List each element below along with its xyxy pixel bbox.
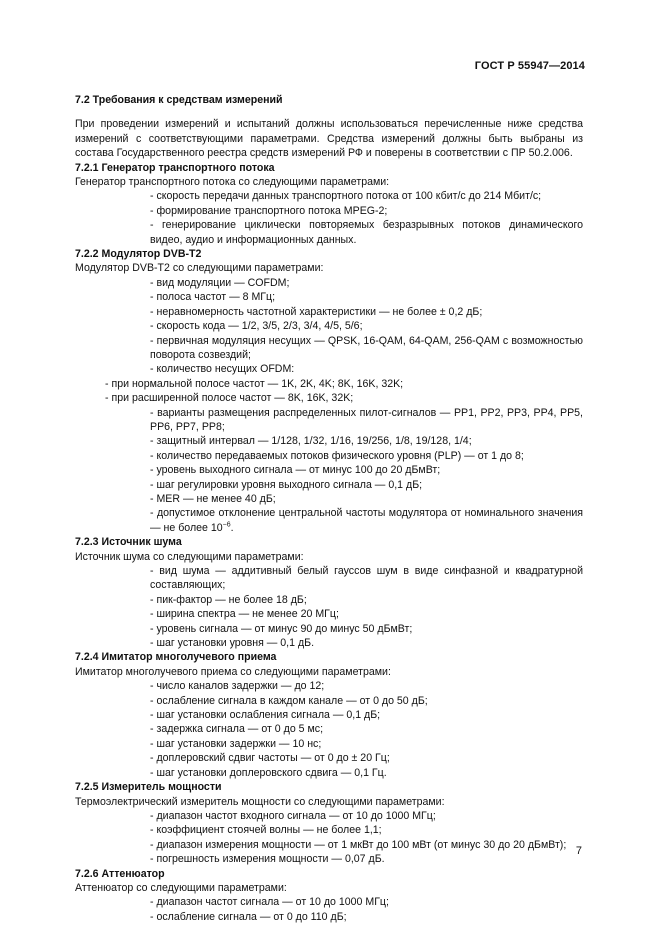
document-body (75, 93, 583, 924)
section-lead-7-2-6: Аттенюатор со следующими параметрами: (75, 881, 287, 894)
list-item: - шаг установки доплеровского сдвига — 0,1 Гц. (150, 766, 387, 779)
list-item: - количество передаваемых потоков физического уровня (PLP) — от 1 до 8; (150, 449, 524, 462)
list-item: - MER — не менее 40 дБ; (150, 492, 276, 505)
sub-list-item: - при нормальной полосе частот — 1K, 2K, 4K; 8K, 16K, 32K; (105, 377, 404, 390)
list-7-2-3 (75, 564, 583, 650)
list-item: - пик-фактор — не более 18 дБ; (150, 593, 307, 606)
list-item: - скорость передачи данных транспортного потока от 100 кбит/с до 214 Мбит/с; (150, 190, 542, 203)
list-item: - шаг установки ослабления сигнала — 0,1 дБ; (150, 709, 381, 722)
list-item: - диапазон частот сигнала — от 10 до 1000 МГц; (150, 896, 389, 909)
document-header: ГОСТ Р 55947—2014 (474, 60, 585, 72)
freq-dev-text: - допустимое отклонение центральной частоты модулятора от номинального значения — не более 10 (150, 507, 583, 534)
list-item: - полоса частот — 8 МГц; (150, 291, 276, 304)
section-lead-7-2-2: Модулятор DVB-T2 со следующими параметрами: (75, 262, 324, 275)
section-title-7-2-5: 7.2.5 Измеритель мощности (75, 781, 222, 794)
list-item: - погрешность измерения мощности — 0,07 дБ. (150, 853, 385, 866)
list-item: - диапазон измерения мощности — от 1 мкВт до 100 мВт (от минус 30 до 20 дБмВт); (150, 838, 567, 851)
section-title-7-2: 7.2 Требования к средствам измерений (75, 94, 283, 106)
list-item: - коэффициент стоячей волны — не более 1,1; (150, 824, 382, 837)
list-item-freq-deviation (75, 506, 583, 535)
list-7-2-6 (75, 895, 583, 924)
freq-dev-exponent: −6 (222, 521, 231, 529)
list-item: - скорость кода — 1/2, 3/5, 2/3, 3/4, 4/5, 5/6; (150, 320, 363, 333)
list-item: - первичная модуляция несущих — QPSK, 16-QAM, 64-QAM, 256-QAM с возможностью поворота созвездий; (150, 334, 583, 361)
list-item: - диапазон частот входного сигнала — от 10 до 1000 МГц; (150, 809, 436, 822)
list-item: - ослабление сигнала — от 0 до 110 дБ; (150, 910, 347, 923)
list-item: - вид шума — аддитивный белый гауссов шум в виде синфазной и квадратурной составляющих; (150, 565, 583, 592)
section-lead-7-2-3: Источник шума со следующими параметрами: (75, 550, 304, 563)
list-item: - генерирование циклически повторяемых безразрывных потоков динамического видео, аудио и информационных данных. (150, 219, 583, 246)
section-lead-7-2-5: Термоэлектрический измеритель мощности со следующими параметрами: (75, 795, 445, 808)
list-item: - число каналов задержки — до 12; (150, 680, 325, 693)
list-item: - варианты размещения распределенных пилот-сигналов — PP1, PP2, PP3, PP4, PP5, PP6, PP7, PP8; (150, 406, 583, 433)
freq-dev-end: . (230, 521, 234, 534)
section-title-7-2-6: 7.2.6 Аттенюатор (75, 867, 165, 880)
list-7-2-1 (75, 189, 583, 247)
list-item: - количество несущих OFDM: (150, 363, 295, 376)
list-item: - ослабление сигнала в каждом канале — от 0 до 50 дБ; (150, 694, 428, 707)
list-item: - формирование транспортного потока MPEG-2; (150, 204, 388, 217)
list-item: - шаг установки уровня — 0,1 дБ. (150, 637, 315, 650)
list-item: - шаг установки задержки — 10 нс; (150, 737, 322, 750)
section-title-7-2-2: 7.2.2 Модулятор DVB-T2 (75, 248, 202, 261)
section-lead-7-2-1: Генератор транспортного потока со следующими параметрами: (75, 176, 390, 189)
list-item: - доплеровский сдвиг частоты — от 0 до ± 20 Гц; (150, 752, 390, 765)
list-item: - защитный интервал — 1/128, 1/32, 1/16, 19/256, 1/8, 19/128, 1/4; (150, 435, 472, 448)
page-number: 7 (575, 845, 582, 857)
list-item: - уровень сигнала — от минус 90 до минус 50 дБмВт; (150, 622, 413, 635)
section-title-7-2-1: 7.2.1 Генератор транспортного потока (75, 161, 275, 174)
list-item: - шаг регулировки уровня выходного сигнала — 0,1 дБ; (150, 478, 423, 491)
list-item: - вид модуляции — COFDM; (150, 276, 290, 289)
list-7-2-2 (75, 276, 583, 535)
section-intro-7-2: При проведении измерений и испытаний должны использоваться перечисленные ниже средства измерений с соответствующими параметрами. Средства измерений должны быть выбраны из состава Государственного реестра средств измерений РФ и поверены в соответствии с ПР 50.2.006. (75, 118, 583, 160)
list-item: - уровень выходного сигнала — от минус 100 до 20 дБмВт; (150, 464, 441, 477)
section-title-7-2-3: 7.2.3 Источник шума (75, 536, 182, 549)
section-lead-7-2-4: Имитатор многолучевого приема со следующими параметрами: (75, 665, 391, 678)
list-7-2-5 (75, 809, 583, 867)
list-item: - задержка сигнала — от 0 до 5 мс; (150, 723, 324, 736)
list-item: - ширина спектра — не менее 20 МГц; (150, 608, 339, 621)
sub-list-item: - при расширенной полосе частот — 8K, 16K, 32K; (105, 392, 354, 405)
list-item: - неравномерность частотной характеристики — не более ± 0,2 дБ; (150, 305, 483, 318)
list-7-2-4 (75, 679, 583, 780)
section-title-7-2-4: 7.2.4 Имитатор многолучевого приема (75, 651, 277, 664)
